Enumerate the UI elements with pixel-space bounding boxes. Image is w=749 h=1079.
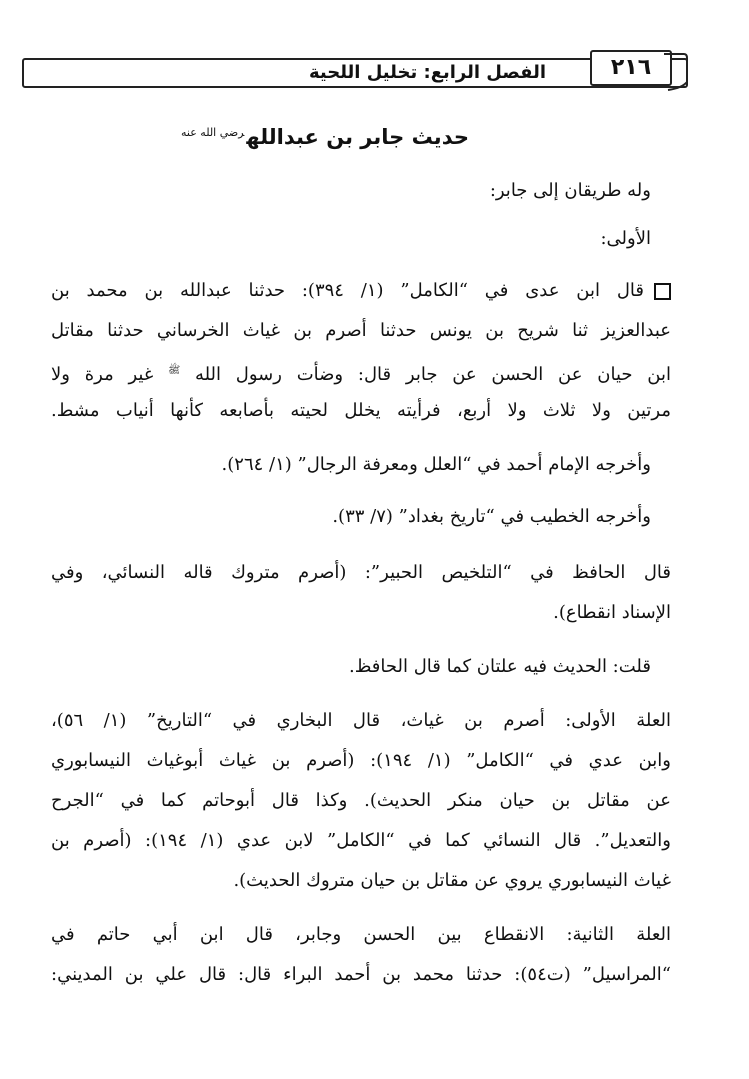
illa1-line-3: عن مقاتل بن حيان منكر الحديث). وكذا قال أبوحاتم كما في “الجرح bbox=[51, 790, 671, 811]
heading-text: حديث جابر بن عبدالله bbox=[246, 125, 469, 149]
para1-line-1 bbox=[51, 276, 671, 306]
honorific-text: رضي الله عنه bbox=[181, 126, 245, 139]
takhrij-line-1: وأخرجه الإمام أحمد في “العلل ومعرفة الرجال” (١/ ٢٦٤). bbox=[221, 454, 651, 475]
para1-line-3 bbox=[51, 356, 671, 386]
para1-line-2: عبدالعزيز ثنا شريح بن يونس حدثنا أصرم بن غياث الخرساني حدثنا مقاتل bbox=[51, 320, 671, 341]
intro-line-2: الأولى: bbox=[600, 228, 651, 249]
salawat-seal: ﷺ bbox=[168, 365, 181, 376]
page-number: ٢١٦ bbox=[610, 55, 652, 80]
section-heading bbox=[150, 113, 500, 153]
illa1-line-2: وابن عدي في “الكامل” (١/ ١٩٤): (أصرم بن غياث أبوغياث النيسابوري bbox=[51, 750, 671, 771]
illa2-line-2: “المراسيل” (ت٥٤): حدثنا محمد بن أحمد البراء قال: قال علي بن المديني: bbox=[51, 964, 671, 985]
takhrij-line-2: وأخرجه الخطيب في “تاريخ بغداد” (٧/ ٣٣). bbox=[332, 506, 651, 527]
running-header bbox=[22, 58, 688, 88]
hafiz-line-2: الإسناد انقطاع). bbox=[553, 602, 671, 623]
illa1-line-5: غياث النيسابوري يروي عن مقاتل بن حيان متروك الحديث). bbox=[233, 870, 671, 891]
page-curl-icon bbox=[662, 52, 688, 92]
qultu-line: قلت: الحديث فيه علتان كما قال الحافظ. bbox=[348, 656, 651, 677]
square-bullet-icon bbox=[654, 283, 671, 300]
illa1-line-4: والتعديل”. قال النسائي كما في “الكامل” لابن عدي (١/ ١٩٤): (أصرم بن bbox=[51, 830, 671, 851]
hafiz-line-1: قال الحافظ في “التلخيص الحبير”: (أصرم متروك قاله النسائي، وفي bbox=[51, 562, 671, 583]
para1-line-3b: غير مرة ولا bbox=[51, 364, 154, 385]
illa1-line-1: العلة الأولى: أصرم بن غياث، قال البخاري في “التاريخ” (١/ ٥٦)، bbox=[51, 710, 671, 731]
para1-line-3a: ابن حيان عن الحسن عن جابر قال: وضأت رسول الله bbox=[194, 364, 672, 385]
intro-line-1: وله طريقان إلى جابر: bbox=[489, 180, 651, 201]
para1-line-4: مرتين ولا ثلاث ولا أربع، فرأيته يخلل لحيته بأصابعه كأنها أنياب مشط. bbox=[51, 400, 671, 421]
chapter-title: الفصل الرابع: تخليل اللحية bbox=[308, 62, 546, 83]
page-number-tab bbox=[590, 50, 672, 86]
illa2-line-1: العلة الثانية: الانقطاع بين الحسن وجابر، قال ابن أبي حاتم في bbox=[51, 924, 671, 945]
para1-line-1-text: قال ابن عدى في “الكامل” (١/ ٣٩٤): حدثنا عبدالله بن محمد بن bbox=[51, 280, 645, 301]
